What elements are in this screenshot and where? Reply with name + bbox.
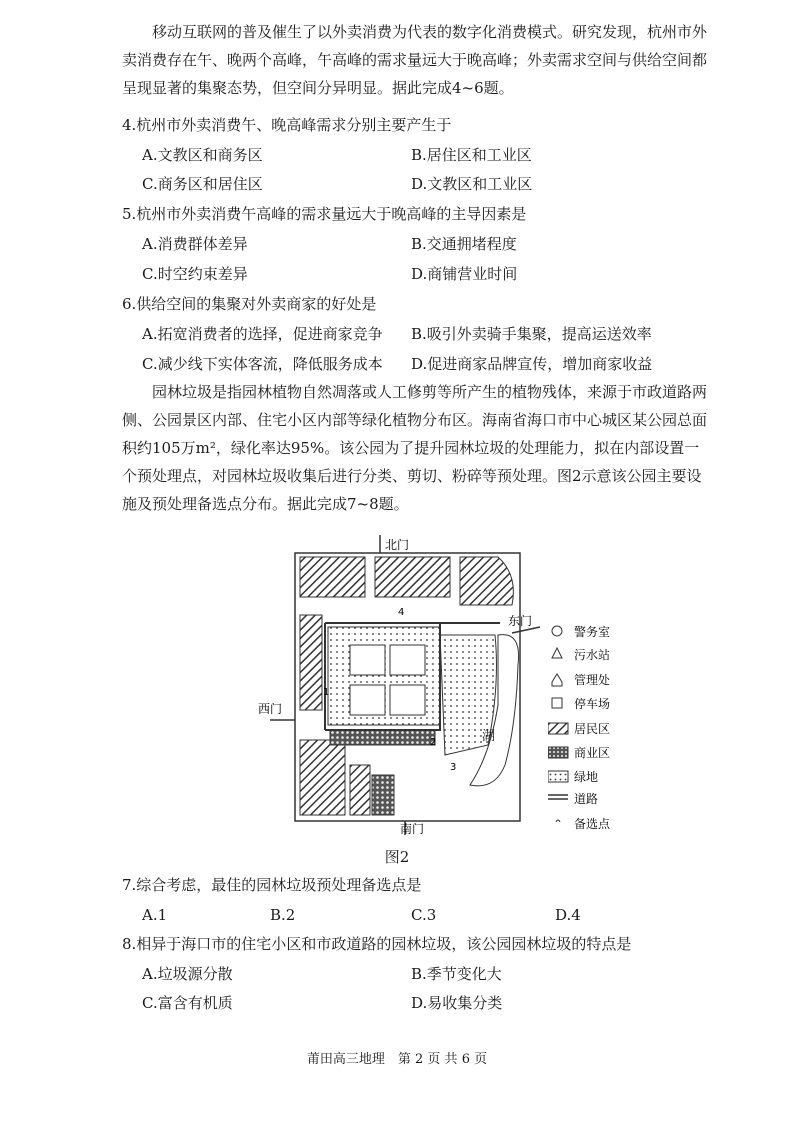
q8-option-d[interactable]: D.易收集分类 [411, 994, 503, 1012]
q6-option-b[interactable]: B.吸引外卖骑手集聚，提高运送效率 [411, 325, 652, 343]
legend-commercial: 商业区 [574, 746, 611, 760]
q6-option-a[interactable]: A.拓宽消费者的选择，促进商家竞争 [142, 325, 383, 343]
q8-option-c[interactable]: C.富含有机质 [142, 994, 233, 1012]
legend-management: 管理处 [574, 673, 611, 687]
q6-option-c[interactable]: C.减少线下实体客流，降低服务成本 [142, 355, 383, 373]
residential-block [300, 740, 345, 815]
intro-paragraph-2 [122, 378, 712, 518]
north-gate-label: 北门 [385, 538, 410, 552]
legend-green: 绿地 [574, 770, 599, 784]
commercial-block [330, 730, 435, 745]
q6-option-d[interactable]: D.促进商家品牌宣传，增加商家收益 [411, 355, 653, 373]
figure-caption: 图2 [384, 848, 410, 866]
residential-block [300, 557, 365, 597]
q8-option-a[interactable]: A.垃圾源分散 [142, 965, 233, 983]
intro-text-1: 移动互联网的普及催生了以外卖消费为代表的数字化消费模式。研究发现，杭州市外卖消费存在午、晚两个高峰，午高峰的需求量远大于晚高峰；外卖需求空间与供给空间都呈现显著的集聚态势，但空间分异明显。据此完成4~6题。 [122, 23, 708, 97]
legend-parking: 停车场 [574, 697, 611, 711]
legend-residential: 居民区 [574, 722, 611, 736]
q4-option-a[interactable]: A.文教区和商务区 [142, 146, 263, 164]
lake-label: 湖 [482, 729, 496, 744]
commercial-block [372, 775, 394, 815]
q5-option-c[interactable]: C.时空约束差异 [142, 265, 248, 283]
q7-option-d[interactable]: D.4 [555, 906, 581, 924]
west-gate-label: 西门 [258, 702, 283, 716]
green-swatch [548, 771, 568, 782]
q5-option-b[interactable]: B.交通拥堵程度 [411, 235, 517, 253]
south-gate-label: 南门 [400, 822, 425, 835]
east-gate-label: 东门 [508, 614, 533, 628]
legend-candidate: 备选点 [574, 817, 611, 831]
residential-block [300, 615, 322, 710]
question-6-stem: 6.供给空间的集聚对外卖商家的好处是 [122, 295, 377, 313]
q4-option-b[interactable]: B.居住区和工业区 [411, 146, 532, 164]
legend-road: 道路 [574, 792, 599, 806]
intro-paragraph-1 [122, 18, 712, 102]
q8-option-b[interactable]: B.季节变化大 [411, 965, 502, 983]
q5-option-d[interactable]: D.商铺营业时间 [411, 265, 518, 283]
residential-block [350, 765, 370, 815]
page-footer: 莆田高三地理 第 2 页 共 6 页 [306, 1052, 488, 1067]
residential-swatch [548, 723, 568, 734]
management-icon [552, 674, 562, 686]
q7-option-c[interactable]: C.3 [411, 906, 437, 924]
candidate-point-1: 1 [323, 687, 330, 698]
question-4-stem: 4.杭州市外卖消费午、晚高峰需求分别主要产生于 [122, 116, 452, 134]
intro-text-2: 园林垃圾是指园林植物自然凋落或人工修剪等所产生的植物残体，来源于市政道路两侧、公园景区内部、住宅小区内部等绿化植物分布区。海南省海口市中心城区某公园总面积约105万m²，绿化率达95%。该公园为了提升园林垃圾的处理能力，拟在内部设置一个预处理点，对园林垃圾收集后进行分类、剪切、粉碎等预处理。图2示意该公园主要设施及预处理备选点分布。据此完成7~8题。 [122, 383, 708, 513]
sewage-icon [552, 648, 562, 658]
legend-sewage: 污水站 [574, 648, 611, 662]
question-5-stem: 5.杭州市外卖消费午高峰的需求量远大于晚高峰的主导因素是 [122, 205, 527, 223]
q4-option-c[interactable]: C.商务区和居住区 [142, 175, 263, 193]
question-7-stem: 7.综合考虑，最佳的园林垃圾预处理备选点是 [122, 876, 422, 894]
q7-option-b[interactable]: B.2 [270, 906, 296, 924]
legend-police: 警务室 [574, 625, 611, 639]
residential-block [375, 557, 450, 597]
candidate-point-4: 4 [398, 607, 405, 618]
candidate-icon [556, 820, 560, 822]
map-legend [548, 622, 638, 837]
q7-option-a[interactable]: A.1 [142, 906, 168, 924]
candidate-point-2: 2 [430, 737, 437, 748]
q5-option-a[interactable]: A.消费群体差异 [142, 235, 248, 253]
candidate-point-3: 3 [450, 762, 457, 773]
question-8-stem: 8.相异于海口市的住宅小区和市政道路的园林垃圾，该公园园林垃圾的特点是 [122, 935, 632, 953]
police-icon [552, 626, 562, 636]
parking-icon [552, 698, 562, 708]
commercial-swatch [548, 747, 568, 758]
q4-option-d[interactable]: D.文教区和工业区 [411, 175, 533, 193]
